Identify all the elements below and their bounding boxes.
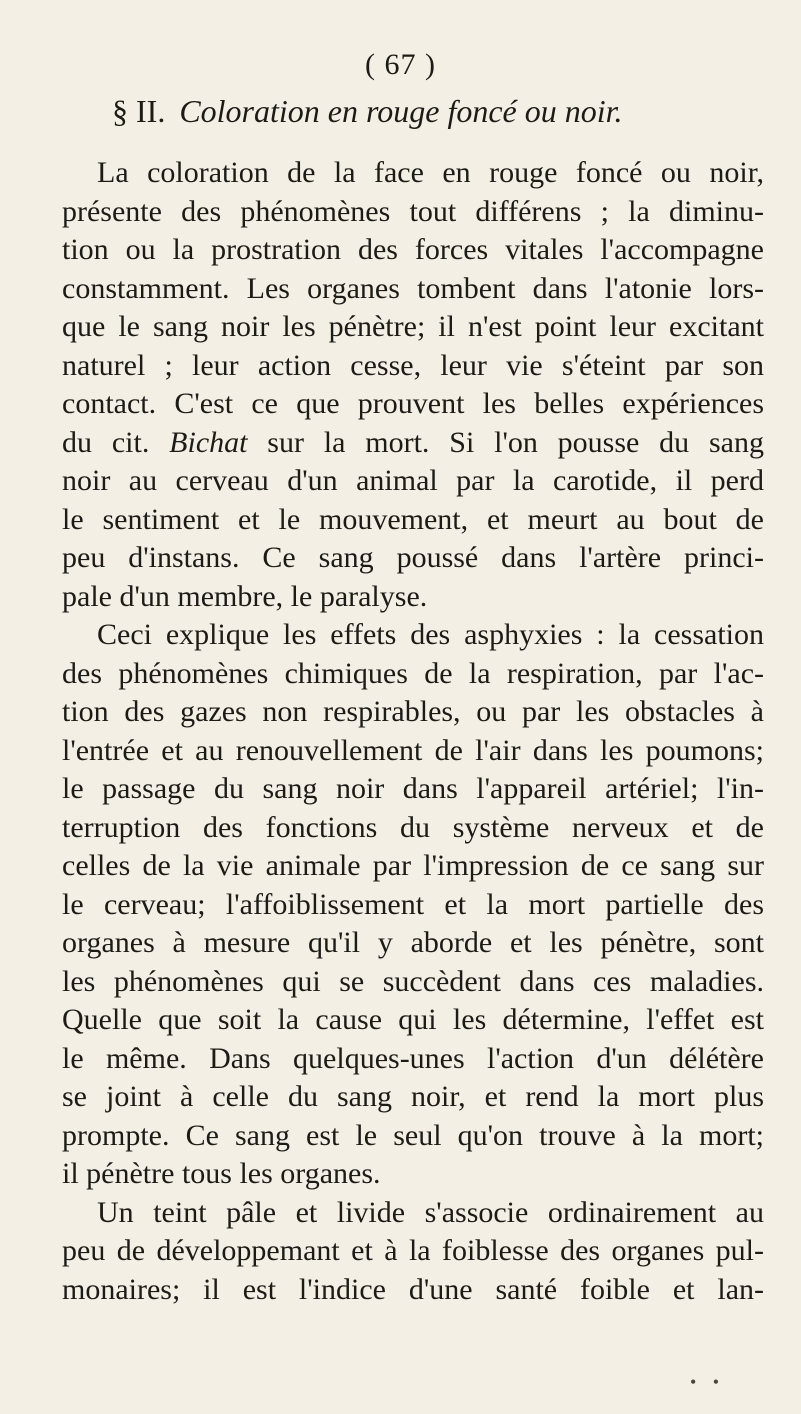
text-line: organes à mesure qu'il y aborde et les pénètre, sont <box>62 926 764 959</box>
text-line: tion ou la prostration des forces vitales l'accompagne <box>62 233 764 266</box>
text-line: celles de la vie animale par l'impression de ce sang sur <box>62 849 764 882</box>
text-line: le passage du sang noir dans l'appareil artériel; l'in- <box>62 772 764 805</box>
text-line: noir au cerveau d'un animal par la carotide, il perd <box>62 464 764 497</box>
body-text <box>62 154 764 1309</box>
text-line: le cerveau; l'affoiblissement et la mort partielle des <box>62 887 764 921</box>
text-line: naturel ; leur action cesse, leur vie s'éteint par son <box>62 348 764 382</box>
author-name: Bichat <box>169 425 248 459</box>
page-number: ( 67 ) <box>365 48 436 81</box>
text-line: se joint à celle du sang noir, et rend la mort plus <box>62 1080 764 1113</box>
text-line: Ceci explique les effets des asphyxies : la cessation <box>97 618 764 651</box>
text-line: le sentiment et le mouvement, et meurt au bout de <box>62 502 764 536</box>
text-line: constamment. Les organes tombent dans l'atonie lors- <box>62 271 764 305</box>
text-line <box>62 424 764 463</box>
text-line: les phénomènes qui se succèdent dans ces maladies. <box>62 964 764 998</box>
signature-mark: • • <box>690 1372 726 1392</box>
text-fragment: du cit. <box>62 425 170 459</box>
text-line: Quelle que soit la cause qui les détermine, l'effet est <box>62 1003 764 1036</box>
section-number: § II. <box>112 93 166 129</box>
text-line: Un teint pâle et livide s'associe ordinairement au <box>97 1195 764 1229</box>
text-line: des phénomènes chimiques de la respiration, par l'ac- <box>62 656 764 690</box>
text-line: présente des phénomènes tout différens ; la diminu- <box>62 194 764 228</box>
section-title: Coloration en rouge foncé ou noir. <box>179 93 623 129</box>
text-line: prompte. Ce sang est le seul qu'on trouve à la mort; <box>62 1118 764 1152</box>
text-line: il pénètre tous les organes. <box>62 1157 381 1190</box>
text-line: contact. C'est ce que prouvent les belles expériences <box>62 387 764 420</box>
text-line: peu de développemant et à la foiblesse des organes pul- <box>62 1234 764 1267</box>
text-line: que le sang noir les pénètre; il n'est point leur excitant <box>62 310 764 343</box>
text-line: La coloration de la face en rouge foncé ou noir, <box>97 156 764 189</box>
text-line: l'entrée et au renouvellement de l'air dans les poumons; <box>62 733 764 767</box>
section-heading <box>112 93 762 130</box>
text-line: tion des gazes non respirables, ou par les obstacles à <box>62 695 764 728</box>
text-line: pale d'un membre, le paralyse. <box>62 579 428 613</box>
text-line: le même. Dans quelques-unes l'action d'un délétère <box>62 1041 764 1075</box>
text-line: monaires; il est l'indice d'une santé foible et lan- <box>62 1272 764 1306</box>
text-fragment: sur la mort. Si l'on pousse du sang <box>247 425 764 459</box>
text-line: terruption des fonctions du système nerveux et de <box>62 810 764 844</box>
text-line: peu d'instans. Ce sang poussé dans l'artère princi- <box>62 541 764 574</box>
